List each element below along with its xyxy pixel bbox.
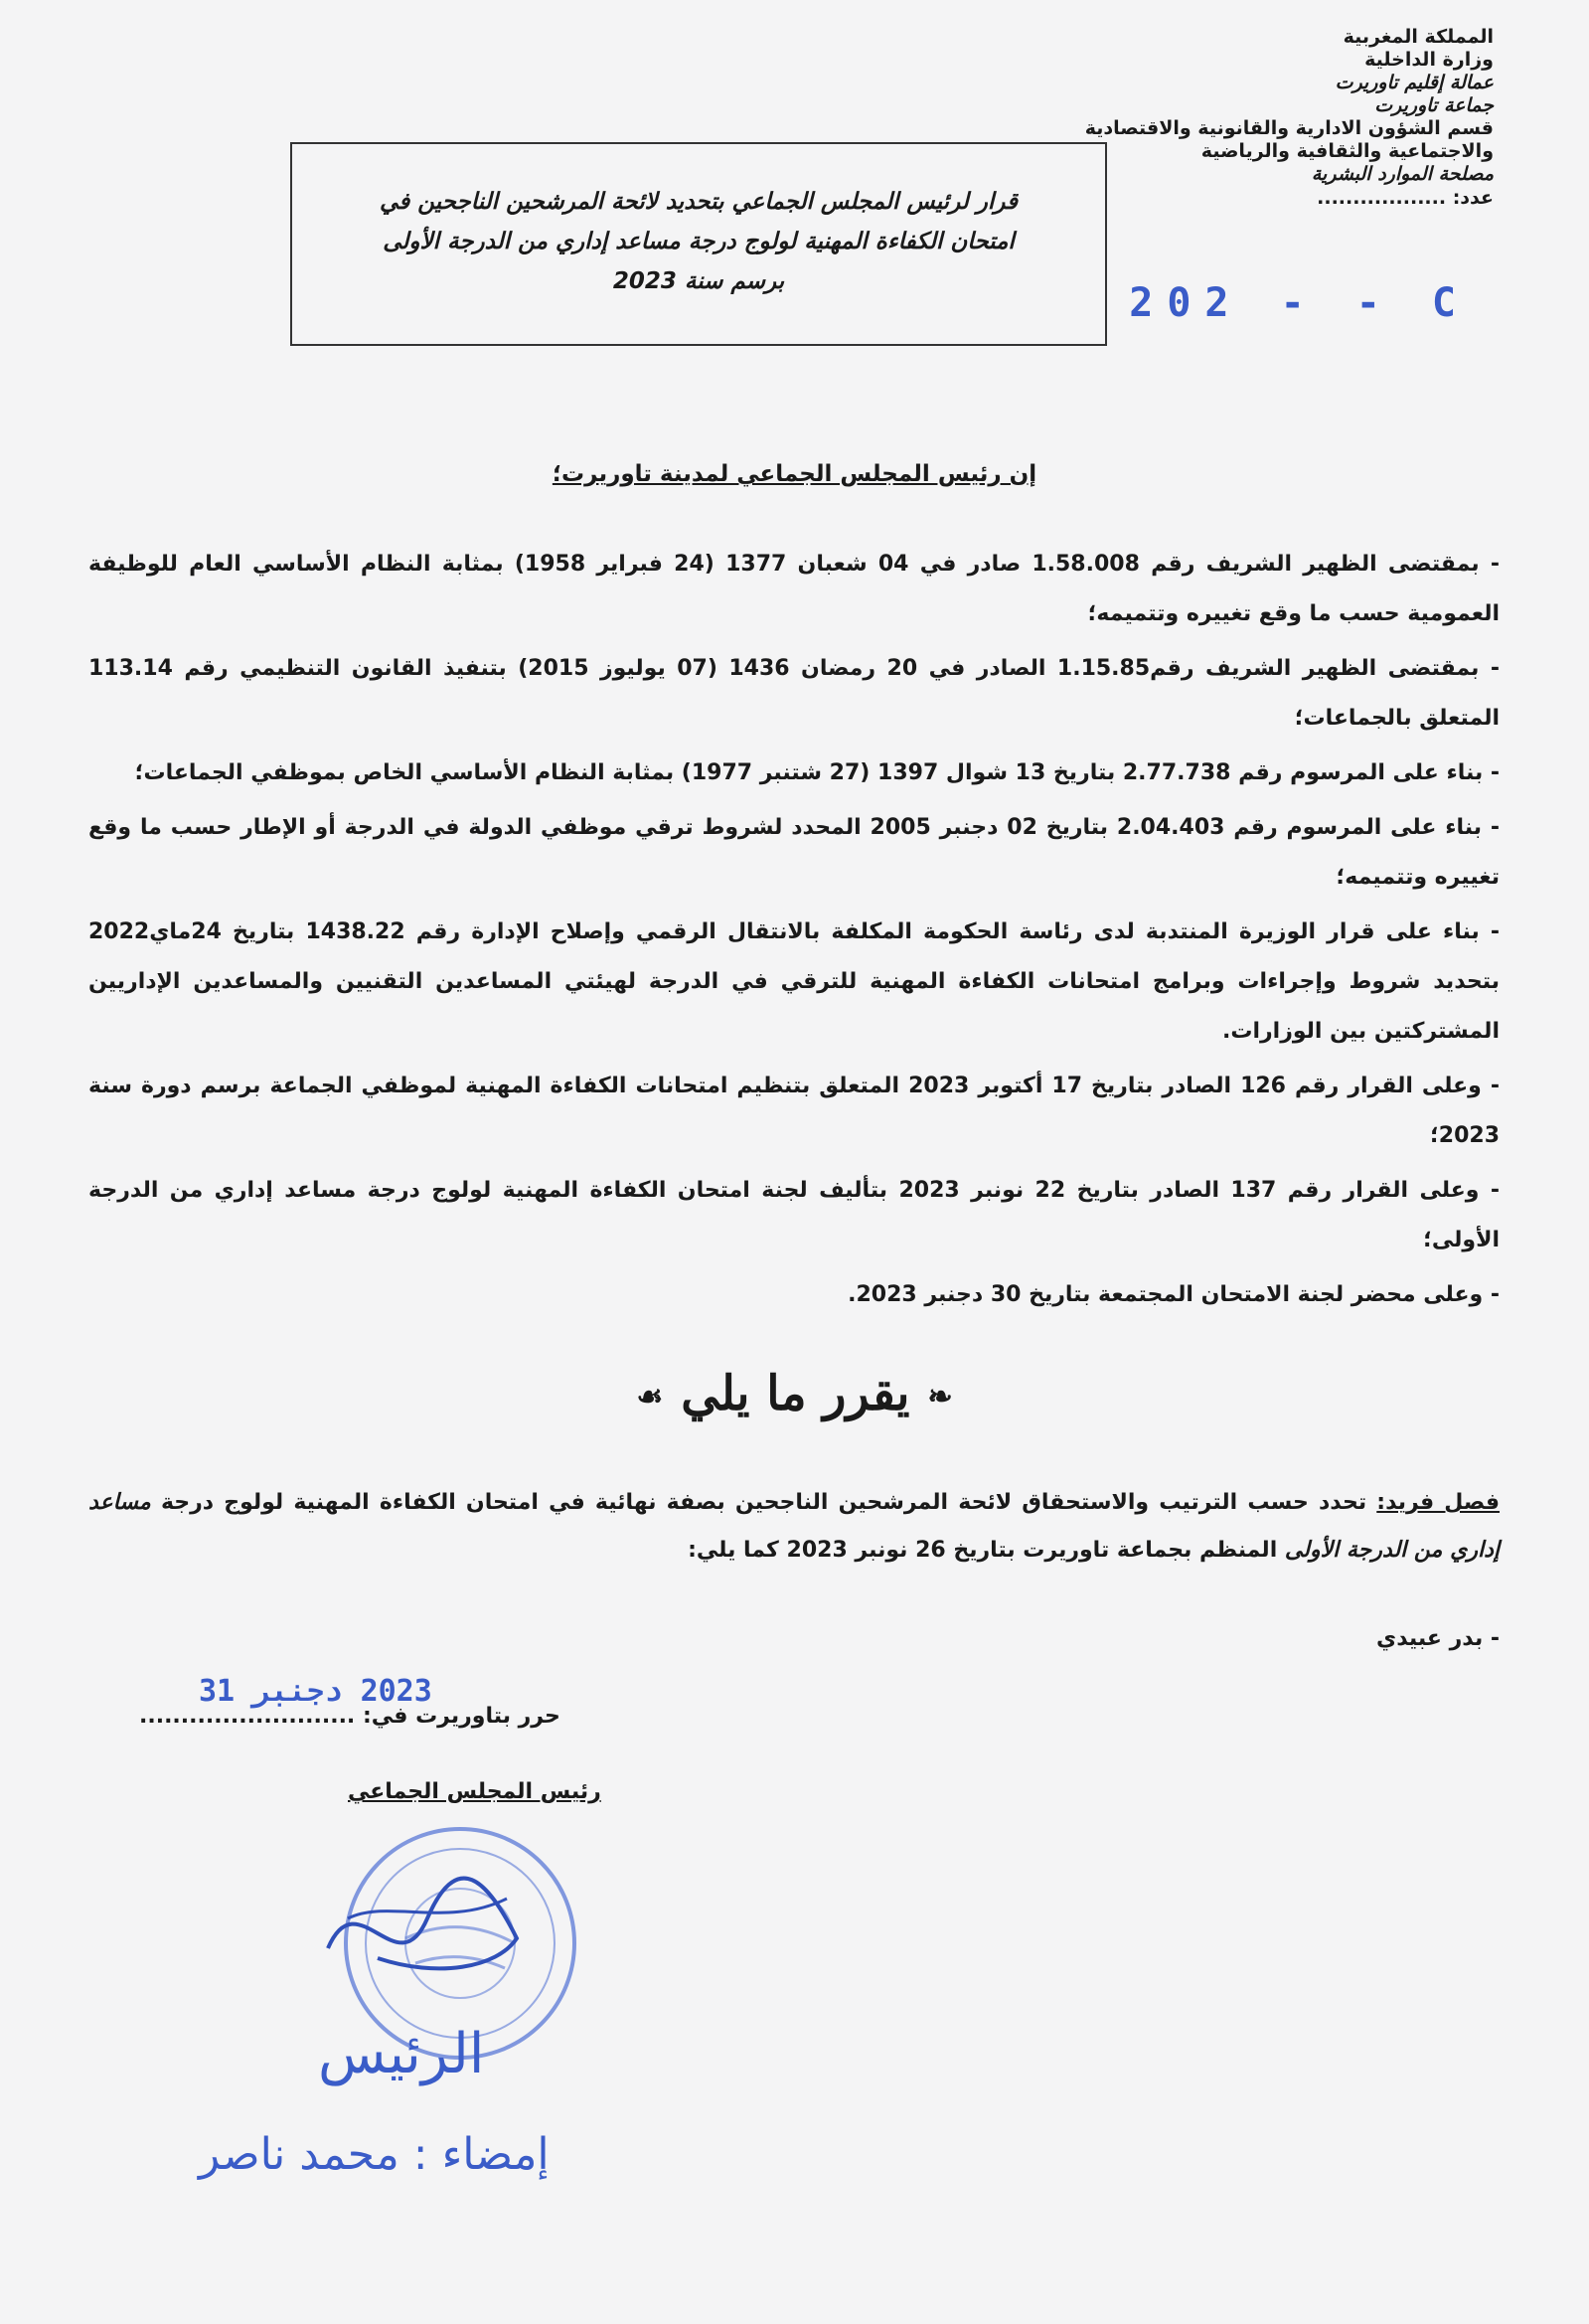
title-line-1: قرار لرئيس المجلس الجماعي بتحديد لائحة المرشحين الناجحين في xyxy=(380,189,1018,215)
consideration-item: - بمقتضى الظهير الشريف رقم 1.58.008 صادر في 04 شعبان 1377 (24 فبراير 1958) بمثابة النظام الأساسي العام للوظيفة العمومية حسب ما وقع تغييره وتتميمه؛ xyxy=(88,552,1501,626)
president-line: إن رئيس المجلس الجماعي لمدينة تاوريرت؛ xyxy=(552,461,1037,487)
header-service: مصلحة الموارد البشرية xyxy=(1311,163,1494,185)
reference-stamp: 202 - - C xyxy=(1129,280,1470,326)
consideration-item: - وعلى القرار رقم 126 الصادر بتاريخ 17 أكتوبر 2023 المتعلق بتنظيم امتحانات الكفاءة المهنية لموظفي الجماعة برسم دورة سنة 2023؛ xyxy=(88,1074,1500,1148)
title-line-2: امتحان الكفاءة المهنية لولوج درجة مساعد إداري من الدرجة الأولى xyxy=(383,229,1015,254)
title-box xyxy=(290,142,1107,346)
consideration-item: - وعلى محضر لجنة الامتحان المجتمعة بتاريخ 30 دجنبر 2023. xyxy=(848,1282,1500,1307)
stamp-president-label: الرئيس xyxy=(318,2022,485,2086)
consideration-item: - بناء على قرار الوزيرة المنتدبة لدى رئاسة الحكومة المكلفة بالانتقال الرقمي وإصلاح الإدارة رقم 1438.22 بتاريخ 24ماي2022 بتحديد شروط وإجراءات وبرامج امتحانات الكفاءة المهنية للترقي في الدرجة لهيئتي المساعدين التقنيين والمساعدين الإداريين المشتركتين بين الوزارات. xyxy=(88,919,1500,1044)
header-number: عدد: .................. xyxy=(1317,187,1494,209)
ornament-icon: ☙ xyxy=(636,1380,664,1414)
considerations-list xyxy=(88,540,1500,1325)
article-text-end: المنظم بجماعة تاوريرت بتاريخ 26 نونبر 2023 كما يلي: xyxy=(688,1538,1285,1563)
consideration-item: - وعلى القرار رقم 137 الصادر بتاريخ 22 نونبر 2023 بتأليف لجنة امتحان الكفاءة المهنية لولوج درجة مساعد إداري من الدرجة الأولى؛ xyxy=(88,1178,1500,1252)
article-label: فصل فريد: xyxy=(1376,1490,1500,1515)
article-grade: مساعد إداري من الدرجة الأولى xyxy=(88,1490,1500,1563)
title-line-3: برسم سنة 2023 xyxy=(612,268,785,294)
article-block xyxy=(88,1479,1500,1575)
place-date-line: حرر بتاوريرت في: .......................... xyxy=(139,1704,560,1729)
winner-name: - بدر عبيدي xyxy=(1376,1626,1500,1651)
header-province: عمالة إقليم تاوريرت xyxy=(1335,72,1494,93)
decision-heading-text: يقرر ما يلي xyxy=(681,1366,910,1421)
consideration-item: - بناء على المرسوم رقم 2.04.403 بتاريخ 02 دجنبر 2005 المحدد لشروط ترقي موظفي الدولة في الدرجة أو الإطار حسب ما وقع تغييره وتتميمه؛ xyxy=(88,815,1500,890)
consideration-item: - بمقتضى الظهير الشريف رقم1.15.85 الصادر في 20 رمضان 1436 (07 يوليوز 2015) بتنفيذ القانون التنظيمي رقم 113.14 المتعلق بالجماعات؛ xyxy=(88,656,1501,731)
date-stamp: 2023 دجنبر 31 xyxy=(199,1674,432,1709)
header-block xyxy=(1076,26,1494,210)
handwritten-signature xyxy=(318,1859,537,1998)
article-paragraph xyxy=(88,1479,1500,1575)
header-division-2: والاجتماعية والثقافية والرياضية xyxy=(1200,140,1494,162)
article-text: تحدد حسب الترتيب والاستحقاق لائحة المرشحين الناجحين بصفة نهائية في امتحان الكفاءة المهنية لولوج درجة xyxy=(150,1490,1377,1515)
header-kingdom: المملكة المغربية xyxy=(1343,26,1494,48)
stamp-signature-name: إمضاء : محمد ناصر xyxy=(199,2129,550,2180)
decision-heading xyxy=(0,1366,1589,1421)
header-ministry: وزارة الداخلية xyxy=(1364,49,1494,71)
ornament-icon: ❧ xyxy=(927,1380,953,1414)
signatory-title: رئيس المجلس الجماعي xyxy=(348,1779,601,1804)
header-division-1: قسم الشؤون الادارية والقانونية والاقتصادية xyxy=(1084,117,1494,139)
header-commune: جماعة تاوريرت xyxy=(1374,94,1494,116)
consideration-item: - بناء على المرسوم رقم 2.77.738 بتاريخ 13 شوال 1397 (27 شتنبر 1977) بمثابة النظام الأساسي الخاص بموظفي الجماعات؛ xyxy=(134,760,1500,785)
